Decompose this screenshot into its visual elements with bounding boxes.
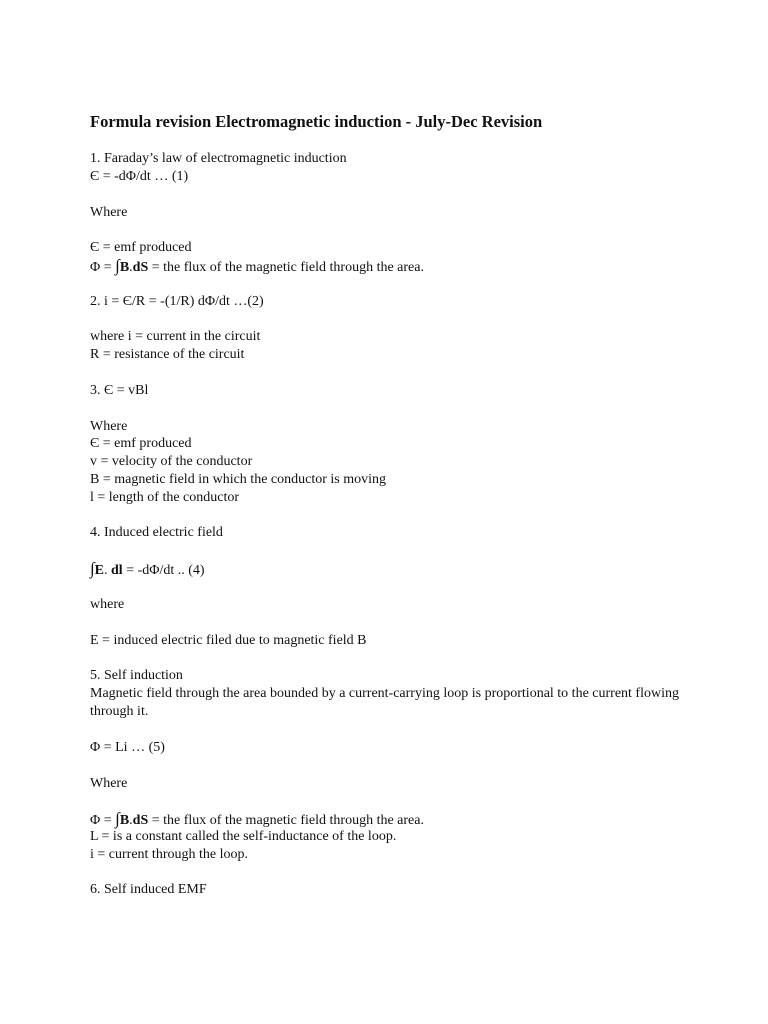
section-2-equation: 2. i = Є/R = -(1/R) dΦ/dt …(2) — [90, 294, 264, 309]
vector-b: B — [119, 813, 130, 828]
section-2-definition-current: where i = current in the circuit — [90, 329, 261, 344]
section-5-where: Where — [90, 776, 128, 791]
vector-ds: dS — [132, 260, 149, 275]
section-3-where: Where — [90, 419, 128, 434]
section-6-heading: 6. Self induced EMF — [90, 882, 207, 897]
section-1-equation: Є = -dΦ/dt … (1) — [90, 169, 189, 184]
section-5-description: Magnetic field through the area bounded by a current-carrying loop is proportional to the current flowing through it. — [90, 686, 679, 719]
flux-prefix: Φ = — [90, 260, 116, 275]
equation-rhs: = -dΦ/dt .. (4) — [122, 563, 205, 578]
section-5-definition-current: i = current through the loop. — [90, 847, 248, 862]
section-1-definition-flux — [90, 257, 424, 277]
section-2-definition-resistance: R = resistance of the circuit — [90, 347, 245, 362]
section-3-definition-velocity: v = velocity of the conductor — [90, 454, 253, 469]
integral-symbol: ∫ — [115, 256, 120, 275]
section-3-definition-length: l = length of the conductor — [90, 490, 240, 505]
section-5-definition-inductance: L = is a constant called the self-inductance of the loop. — [90, 829, 397, 844]
section-4-equation — [90, 560, 205, 580]
section-5-equation: Φ = Li … (5) — [90, 740, 165, 755]
section-3-definition-emf: Є = emf produced — [90, 436, 192, 451]
flux-description: = the flux of the magnetic field through the area. — [148, 260, 424, 275]
section-1-heading: 1. Faraday’s law of electromagnetic induction — [90, 151, 347, 166]
vector-ds: dS — [132, 813, 149, 828]
dot-operator: . — [129, 813, 133, 828]
section-4-definition-field: E = induced electric filed due to magnetic field B — [90, 633, 367, 648]
integral-symbol: ∫ — [90, 559, 95, 578]
flux-description: = the flux of the magnetic field through the area. — [148, 813, 424, 828]
section-4-heading: 4. Induced electric field — [90, 525, 223, 540]
section-3-definition-field: B = magnetic field in which the conductor is moving — [90, 472, 387, 487]
flux-prefix: Φ = — [90, 813, 116, 828]
section-5-definition-flux — [90, 810, 424, 830]
dot-operator: . — [104, 563, 112, 578]
document-title: Formula revision Electromagnetic induction - July-Dec Revision — [90, 112, 543, 131]
section-1-definition-emf: Є = emf produced — [90, 240, 192, 255]
dot-operator: . — [129, 260, 133, 275]
section-5-heading: 5. Self induction — [90, 668, 183, 683]
section-3-equation: 3. Є = vBl — [90, 383, 149, 398]
vector-dl: dl — [111, 563, 123, 578]
integral-symbol: ∫ — [115, 809, 120, 828]
vector-e: E — [94, 563, 105, 578]
section-1-where: Where — [90, 205, 128, 220]
vector-b: B — [119, 260, 130, 275]
section-4-where: where — [90, 597, 125, 612]
